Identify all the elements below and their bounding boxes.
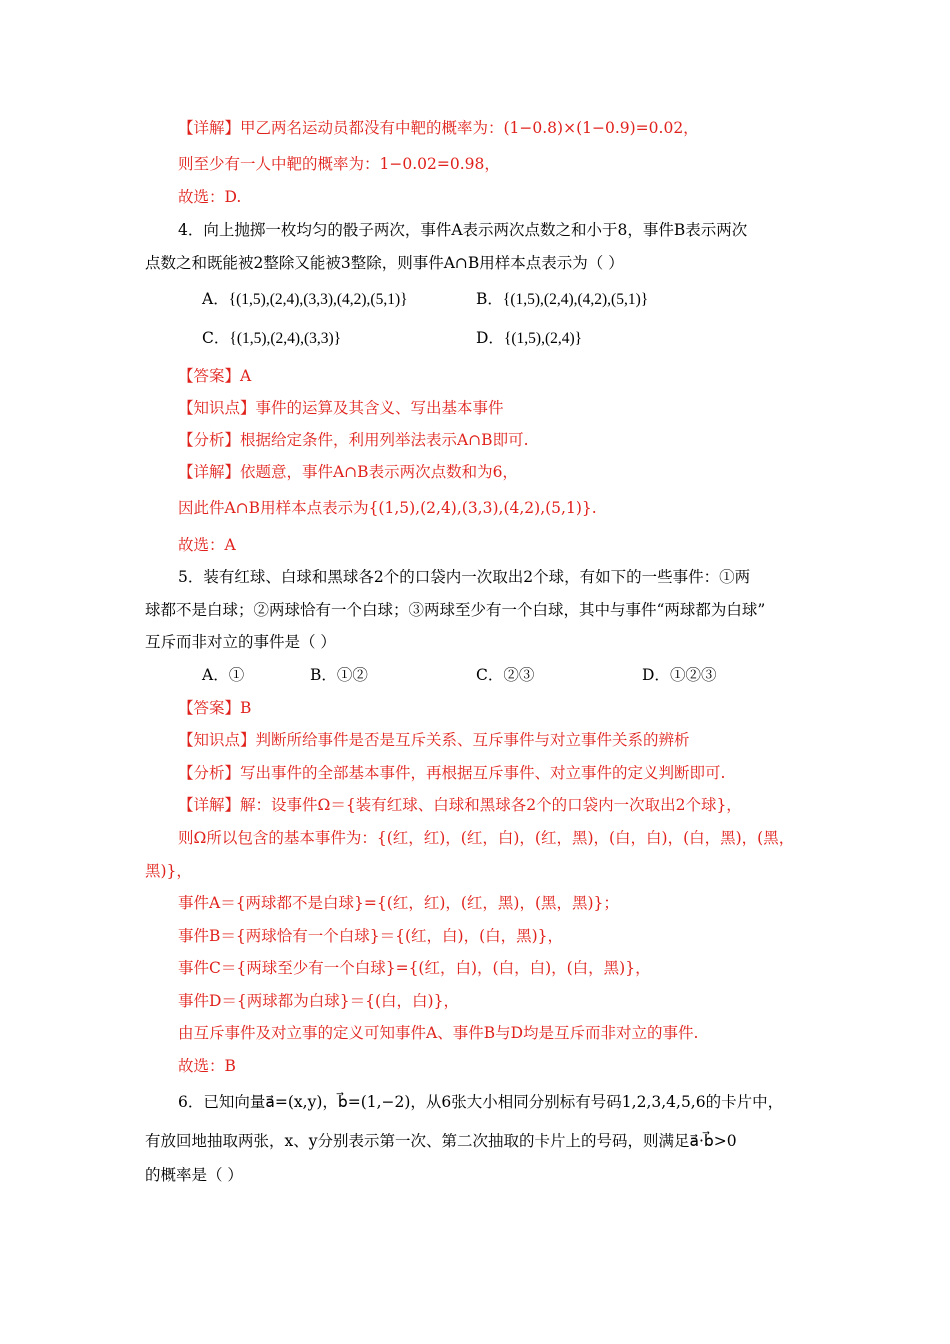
q4-option-d-label: D． <box>476 329 504 347</box>
q4-option-d <box>476 328 582 349</box>
q5-event-a: 事件A＝{两球都不是白球}={(红，红)，(红，黑)，(黑，黑)}； <box>178 894 619 912</box>
q4-option-d-text: {(1,5),(2,4)} <box>503 330 583 347</box>
q5-choose: 故选：B <box>178 1057 236 1075</box>
q3-detail: 【详解】甲乙两名运动员都没有中靶的概率为：(1−0.8)×(1−0.9)=0.02， <box>178 119 699 137</box>
q5-event-d: 事件D＝{两球都为白球}＝{(白，白)}， <box>178 992 459 1010</box>
q4-knowledge: 【知识点】事件的运算及其含义、写出基本事件 <box>178 399 504 417</box>
q5-option-b-label: B． <box>310 666 337 684</box>
q4-stem-line1: 4．向上抛掷一枚均匀的骰子两次，事件A表示两次点数之和小于8，事件B表示两次 <box>178 221 748 239</box>
q5-analysis: 【分析】写出事件的全部基本事件，再根据互斥事件、对立事件的定义判断即可. <box>178 764 726 782</box>
q4-detail-line2: 因此件A∩B用样本点表示为{(1,5),(2,4),(3,3),(4,2),(5,1)}. <box>178 499 597 517</box>
q5-stem-line2: 球都不是白球；②两球恰有一个白球；③两球至少有一个白球，其中与事件“两球都为白球” <box>145 601 766 619</box>
q4-option-c-label: C． <box>202 329 230 347</box>
q4-option-b-label: B． <box>476 290 503 308</box>
q5-option-c-label: C． <box>476 666 504 684</box>
q5-event-c: 事件C＝{两球至少有一个白球}={(红，白)，(白，白)，(白，黑)}， <box>178 959 651 977</box>
q5-detail-line1: 【详解】解：设事件Ω＝{装有红球、白球和黑球各2个的口袋内一次取出2个球}， <box>178 796 742 814</box>
q4-option-a-text: {(1,5),(2,4),(3,3),(4,2),(5,1)} <box>228 291 408 308</box>
q4-answer: 【答案】A <box>178 367 252 385</box>
q5-option-d-text: ①②③ <box>669 666 717 684</box>
q5-answer: 【答案】B <box>178 699 252 717</box>
q5-option-a <box>202 665 244 685</box>
q5-option-c <box>476 665 534 685</box>
q5-option-b-text: ①② <box>336 666 368 684</box>
q5-detail-line3: 黑)}， <box>145 862 192 880</box>
q6-stem-line2: 有放回地抽取两张，x、y分别表示第一次、第二次抽取的卡片上的号码，则满足a⃗·b⃗>0 <box>145 1132 737 1150</box>
q4-choose: 故选：A <box>178 536 236 554</box>
q4-detail-line1: 【详解】依题意，事件A∩B表示两次点数和为6， <box>178 463 518 481</box>
q5-stem-line3: 互斥而非对立的事件是（ ） <box>145 633 336 651</box>
q4-option-c-text: {(1,5),(2,4),(3,3)} <box>229 330 342 347</box>
q4-option-a <box>202 289 408 310</box>
q4-stem-line2: 点数之和既能被2整除又能被3整除，则事件A∩B用样本点表示为（ ） <box>145 254 624 272</box>
q4-option-a-label: A． <box>202 290 229 308</box>
q5-event-b: 事件B＝{两球恰有一个白球}＝{(红，白)，(白，黑)}， <box>178 927 564 945</box>
q5-option-a-label: A． <box>202 666 229 684</box>
q5-option-b <box>310 665 368 685</box>
q3-line2: 则至少有一人中靶的概率为：1−0.02=0.98， <box>178 155 500 173</box>
q5-option-c-text: ②③ <box>503 666 535 684</box>
q5-knowledge: 【知识点】判断所给事件是否是互斥关系、互斥事件与对立事件关系的辨析 <box>178 731 690 749</box>
q5-stem-line1: 5．装有红球、白球和黑球各2个的口袋内一次取出2个球，有如下的一些事件：①两 <box>178 568 751 586</box>
q6-stem-line3: 的概率是（ ） <box>145 1166 243 1184</box>
q4-analysis: 【分析】根据给定条件，利用列举法表示A∩B即可. <box>178 431 529 449</box>
q6-stem-line1: 6．已知向量a⃗=(x,y)，b⃗=(1,−2)，从6张大小相同分别标有号码1,2,3,4,5,6的卡片中， <box>178 1093 784 1111</box>
q4-option-c <box>202 328 341 349</box>
q4-option-b-text: {(1,5),(2,4),(4,2),(5,1)} <box>502 291 649 308</box>
q4-option-b <box>476 289 648 310</box>
q5-option-d <box>642 665 716 685</box>
q5-option-a-text: ① <box>228 666 245 684</box>
q5-conclusion: 由互斥事件及对立事的定义可知事件A、事件B与D均是互斥而非对立的事件. <box>178 1024 699 1042</box>
q5-option-d-label: D． <box>642 666 670 684</box>
q3-choose: 故选：D. <box>178 188 242 206</box>
q5-detail-line2: 则Ω所以包含的基本事件为：{(红，红)，(红，白)，(红，黑)，(白，白)，(白，黑)，(黑， <box>178 829 795 847</box>
